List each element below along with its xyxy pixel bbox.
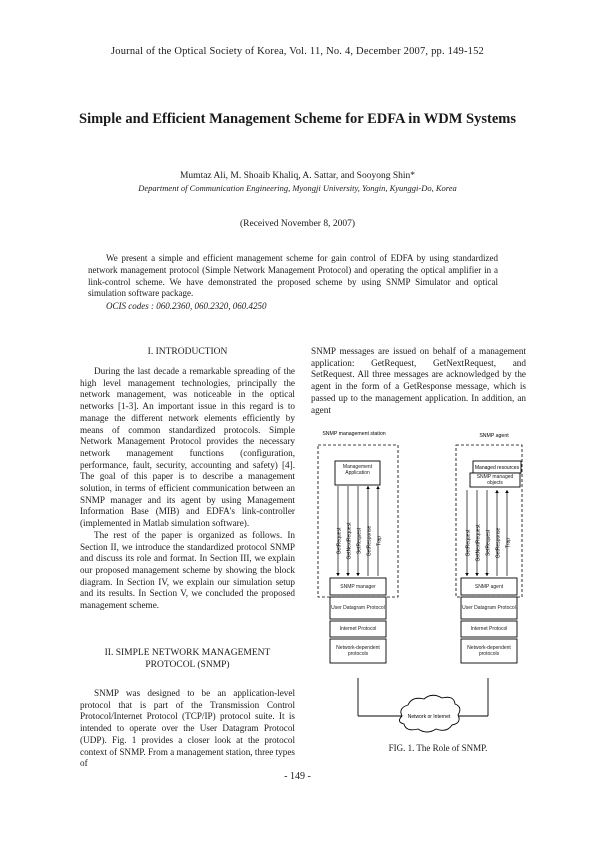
stack-layer-label: User Datagram Protocol xyxy=(462,605,516,611)
journal-header: Journal of the Optical Society of Korea, Vol. 11, No. 4, December 2007, pp. 149-152 xyxy=(110,46,485,57)
message-label: Trap xyxy=(376,535,383,547)
right-protocol-stack xyxy=(461,578,517,663)
abstract: We present a simple and efficient management scheme for gain control of EDFA by using standardized network management protocol (Simple Network Management Protocol) and operating the optical amplifier in a link-control scheme. We have demonstrated the proposed scheme by using SNMP Simulator and optical simulation software package. xyxy=(88,253,498,299)
affiliation: Department of Communication Engineering, Myongji University, Yongin, Kyunggi-Do, Korea xyxy=(138,183,457,193)
arrow-head xyxy=(376,486,380,489)
stack-layer-label: SNMP manager xyxy=(340,583,376,590)
arrow-head xyxy=(485,573,489,576)
page-number: - 149 - xyxy=(284,771,311,782)
station-label: SNMP management station xyxy=(322,431,386,437)
left-message-arrows xyxy=(336,486,382,576)
message-label: GetNextRequest xyxy=(346,522,353,560)
arrow-head xyxy=(356,573,360,576)
arrow-head xyxy=(346,573,350,576)
authors: Mumtaz Ali, M. Shoaib Khaliq, A. Sattar, and Sooyong Shin* xyxy=(179,171,415,181)
message-label: Trap xyxy=(505,537,512,549)
paragraph: During the last decade a remarkable spreading of the high level management technologies, principally the network management, was noticeable in the optical networks [1-3]. An important issue in this regard is to manage the different network elements efficiently by means of common standardized protocols. Simple Network Management Protocol provides the necessary network management functions (configuration, performance, fault, security, accounting and safety) [4]. The goal of this paper is to describe a management solution, in terms of efficient communication between an SNMP manager and its agent by using Management Information Base (MIB) and EDFA's link-controller (implemented in Matlab simulation software). xyxy=(80,366,295,529)
arrow-head xyxy=(505,490,509,493)
paper-title: Simple and Efficient Management Scheme for EDFA in WDM Systems xyxy=(79,111,516,127)
received-date: (Received November 8, 2007) xyxy=(239,219,356,229)
stack-layer-label: User Datagram Protocol xyxy=(331,605,385,611)
stack-layer-label: Network-dependent protocols xyxy=(467,645,511,657)
arrow-head xyxy=(465,573,469,576)
paragraph: The rest of the paper is organized as follows. In Section II, we introduce the standardized protocol SNMP and discuss its role and format. In Section III, we explain our proposed management scheme by showing the block diagram. In Section IV, we explain our simulation setup and its results. In Section V, we concluded the proposed management scheme. xyxy=(80,529,295,611)
right-column-text xyxy=(311,346,526,416)
arrow-head xyxy=(495,490,499,493)
message-label: GetResponse xyxy=(495,527,502,559)
message-label: GetRequest xyxy=(336,527,343,555)
network-label: Network or Internet xyxy=(407,714,451,720)
section-body-snmp xyxy=(80,688,295,770)
stack-layer-label: SNMP agent xyxy=(474,583,504,590)
section-heading-snmp: II. SIMPLE NETWORK MANAGEMENT PROTOCOL (SNMP) xyxy=(104,648,271,670)
managed-resources-label: Managed resources xyxy=(474,465,520,471)
management-application-label: Management Application xyxy=(342,464,373,476)
figure-caption: FIG. 1. The Role of SNMP. xyxy=(388,743,488,753)
ocis-codes: OCIS codes : 060.2360, 060.2320, 060.4250 xyxy=(106,301,267,311)
message-label: SetRequest xyxy=(485,529,492,557)
arrow-head xyxy=(336,573,340,576)
arrow-head xyxy=(475,573,479,576)
right-message-arrows xyxy=(465,490,511,576)
message-label: GetNextRequest xyxy=(475,524,482,562)
section-body-introduction xyxy=(80,366,295,612)
agent-label: SNMP agent xyxy=(479,433,509,439)
message-label: GetRequest xyxy=(465,529,472,557)
stack-layer-label: Internet Protocol xyxy=(339,626,377,632)
paragraph: SNMP messages are issued on behalf of a management application: GetRequest, GetNextRequest, and SetRequest. All three messages are acknowledged by the agent in the form of a GetResponse message, which is passed up to the management application. In addition, an agent xyxy=(311,346,526,415)
stack-layer-label: Internet Protocol xyxy=(470,626,508,632)
message-label: GetResponse xyxy=(366,525,373,557)
section-heading-introduction: I. INTRODUCTION xyxy=(147,347,228,357)
snmp-role-figure xyxy=(310,428,534,740)
stack-layer-label: Network-dependent protocols xyxy=(336,645,380,657)
paragraph: SNMP was designed to be an application-level protocol that is part of the Transmission Control Protocol/Internet Protocol (TCP/IP) protocol suite. It is intended to operate over the User Datagram Protocol (UDP). Fig. 1 provides a closer look at the protocol context of SNMP. From a management station, three types of xyxy=(80,688,295,769)
left-protocol-stack xyxy=(330,578,386,663)
arrow-head xyxy=(366,486,370,489)
message-label: SetRequest xyxy=(356,527,363,555)
managed-objects-label: SNMP managed objects xyxy=(476,474,514,486)
